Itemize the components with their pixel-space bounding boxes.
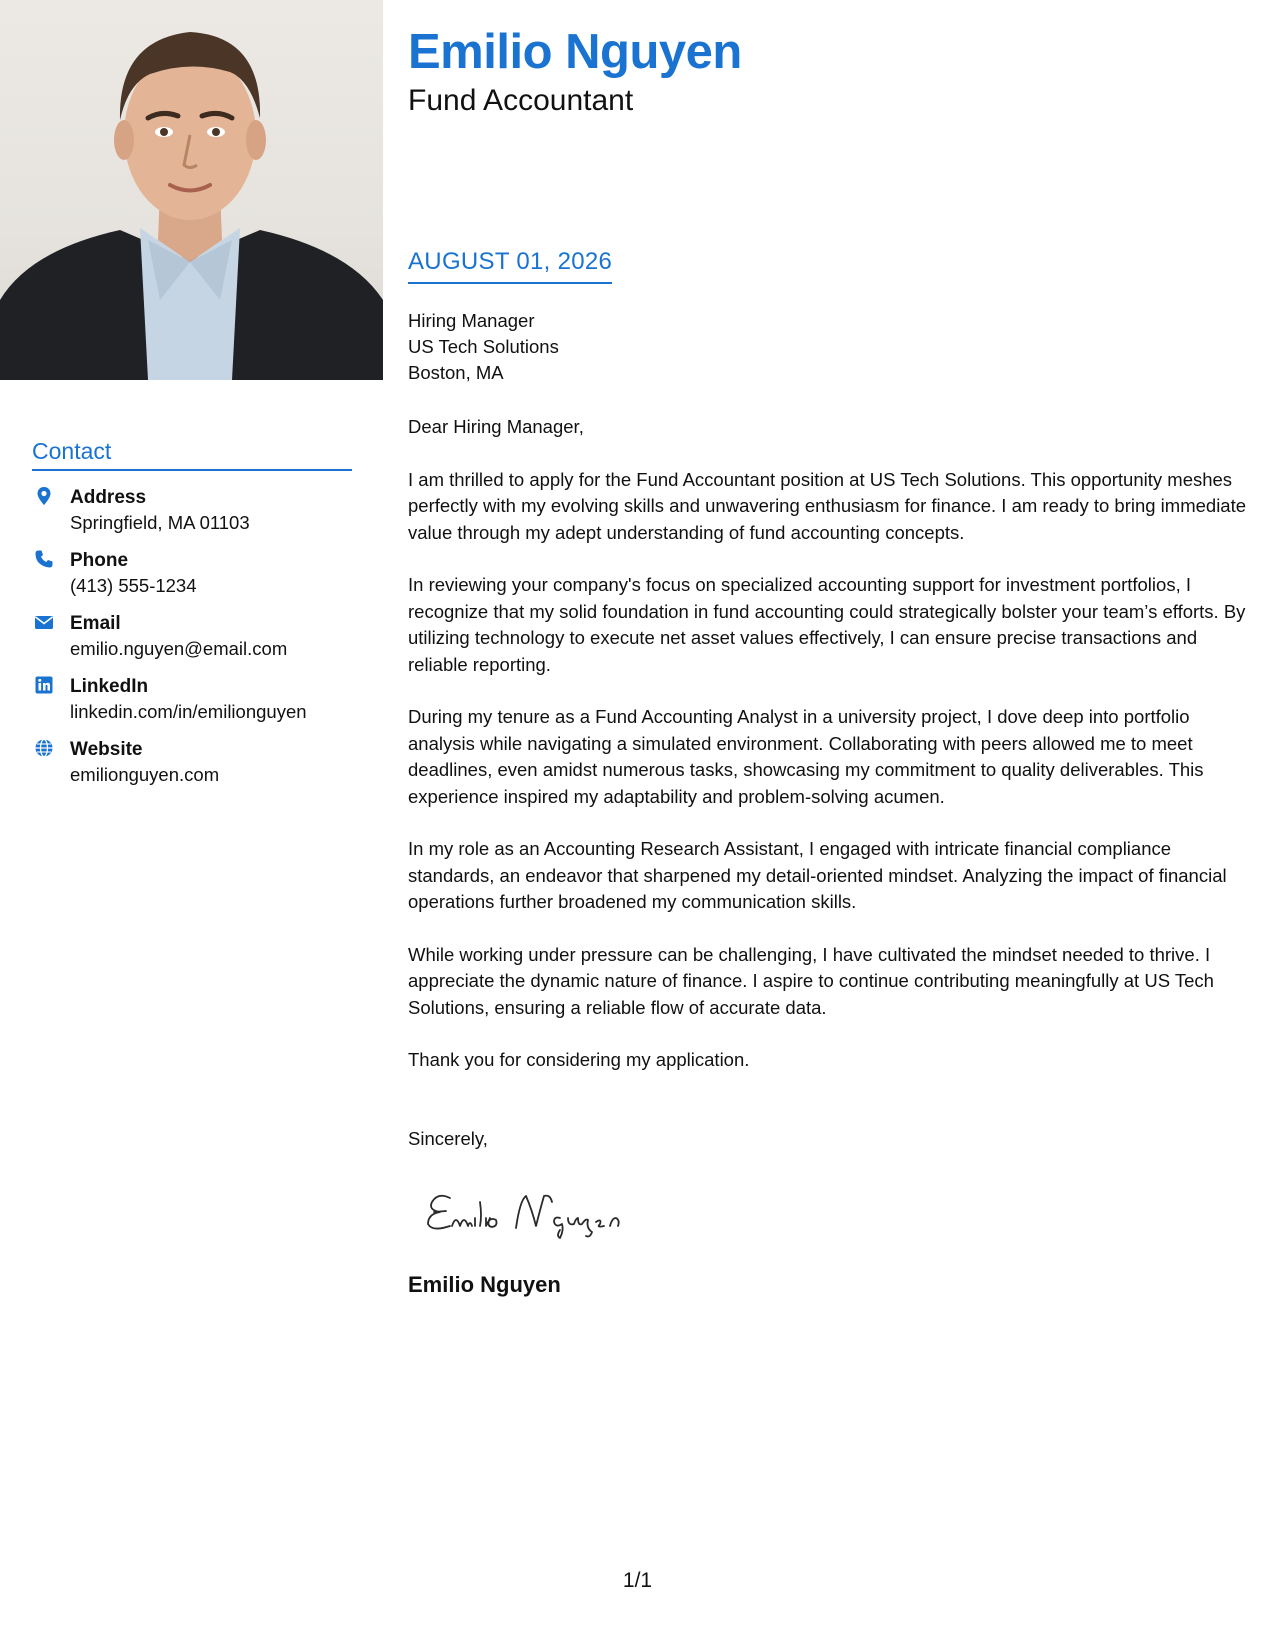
- job-title: Fund Accountant: [408, 84, 634, 117]
- contact-item-linkedin: [32, 674, 352, 737]
- website-value: emilionguyen.com: [70, 764, 220, 785]
- page-indicator: 1/1: [622, 1569, 653, 1592]
- profile-photo: [0, 0, 383, 380]
- globe-icon: [34, 738, 54, 758]
- recipient-block: [408, 308, 559, 386]
- envelope-icon: [34, 612, 54, 632]
- salutation: Dear Hiring Manager,: [408, 416, 584, 437]
- paragraph: I am thrilled to apply for the Fund Accountant position at US Tech Solutions. This opportunity meshes perfectly with my evolving skills and unwavering enthusiasm for finance. I am ready to bring immediate value through my adept understanding of fund accounting concepts.: [408, 468, 1247, 543]
- website-label: Website: [70, 739, 143, 760]
- linkedin-icon: [34, 675, 54, 695]
- paragraph: In reviewing your company's focus on specialized accounting support for investment portfolios, I recognize that my solid foundation in fund accounting could strategically bolster your team’s efforts. By utilizing technology to execute net asset values effectively, I can ensure precise transactions and reliable reporting.: [408, 574, 1246, 675]
- paragraph: In my role as an Accounting Research Assistant, I engaged with intricate financial compliance standards, an endeavor that sharpened my detail-oriented mindset. Analyzing the impact of financial operations further broadened my communication skills.: [408, 838, 1227, 912]
- contact-list: [32, 485, 352, 800]
- phone-value: (413) 555-1234: [70, 575, 197, 596]
- recipient-company: US Tech Solutions: [408, 336, 559, 357]
- contact-heading: Contact: [32, 438, 352, 471]
- paragraph: Thank you for considering my application.: [408, 1049, 750, 1070]
- contact-item-phone: [32, 548, 352, 611]
- contact-item-website: [32, 737, 352, 800]
- contact-item-email: [32, 611, 352, 674]
- contact-item-address: [32, 485, 352, 548]
- map-pin-icon: [34, 486, 54, 506]
- phone-label: Phone: [70, 550, 129, 571]
- applicant-name: Emilio Nguyen: [408, 25, 742, 79]
- linkedin-label: LinkedIn: [70, 676, 149, 697]
- letter-date: AUGUST 01, 2026: [408, 248, 612, 284]
- letter-body: [408, 414, 1248, 1100]
- profile-photo-illustration: [0, 0, 383, 380]
- address-label: Address: [70, 487, 147, 508]
- recipient-title: Hiring Manager: [408, 310, 535, 331]
- address-value: Springfield, MA 01103: [70, 512, 250, 533]
- contact-section: [32, 438, 352, 800]
- paragraph: During my tenure as a Fund Accounting Analyst in a university project, I dove deep into portfolio analysis while navigating a simulated environment. Collaborating with peers allowed me to meet deadlines, even amidst numerous tasks, showcasing my commitment to quality deliverables. This experience inspired my adaptability and problem-solving acumen.: [408, 706, 1204, 807]
- paragraph: While working under pressure can be challenging, I have cultivated the mindset needed to thrive. I appreciate the dynamic nature of finance. I aspire to continue contributing meaningfully at US Tech Solutions, ensuring a reliable flow of accurate data.: [408, 943, 1214, 1018]
- handwritten-signature: [420, 1180, 660, 1240]
- phone-icon: [34, 549, 54, 569]
- email-label: Email: [70, 613, 121, 634]
- closing: Sincerely,: [408, 1128, 488, 1149]
- recipient-location: Boston, MA: [408, 362, 504, 383]
- signer-name: Emilio Nguyen: [408, 1272, 561, 1297]
- email-value: emilio.nguyen@email.com: [70, 638, 288, 659]
- linkedin-value: linkedin.com/in/emilionguyen: [70, 701, 307, 722]
